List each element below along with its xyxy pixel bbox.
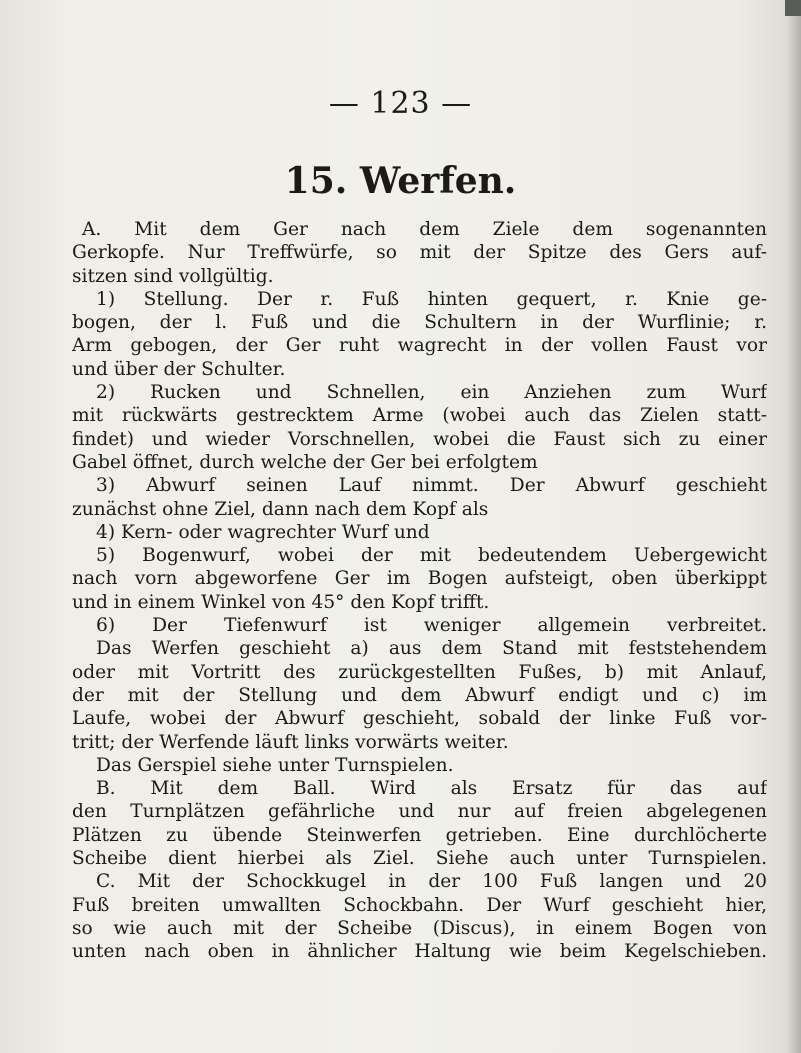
text-line: Arm gebogen, der Ger ruht wagrecht in der vollen Faust vor xyxy=(72,335,767,357)
text-line: oder mit Vortritt des zurückgestellten Fußes, b) mit Anlauf, xyxy=(72,661,767,683)
text-line: Gerkopfe. Nur Treffwürfe, so mit der Spitze des Gers auf- xyxy=(72,242,767,264)
text-line: Laufe, wobei der Abwurf geschieht, sobald der linke Fuß vor- xyxy=(72,708,767,730)
text-line: C. Mit der Schockkugel in der 100 Fuß langen und 20 xyxy=(96,871,767,893)
text-line: mit rückwärts gestrecktem Arme (wobei auch das Zielen statt- xyxy=(72,405,767,427)
text-line: 3) Abwurf seinen Lauf nimmt. Der Abwurf geschieht xyxy=(96,475,767,497)
text-line: 6) Der Tiefenwurf ist weniger allgemein verbreitet. xyxy=(96,615,767,637)
text-line: so wie auch mit der Scheibe (Discus), in einem Bogen von xyxy=(72,917,767,939)
text-line: nach vorn abgeworfene Ger im Bogen aufsteigt, oben überkippt xyxy=(72,568,767,590)
text-line: der mit der Stellung und dem Abwurf endigt und c) im xyxy=(72,684,767,706)
text-line: den Turnplätzen gefährliche und nur auf freien abgelegenen xyxy=(72,801,767,823)
text-line: 4) Kern- oder wagrechter Wurf und xyxy=(96,521,430,543)
text-line: unten nach oben in ähnlicher Haltung wie beim Kegelschieben. xyxy=(72,941,767,963)
text-line: und in einem Winkel von 45° den Kopf trifft. xyxy=(72,591,490,613)
text-line: Scheibe dient hierbei als Ziel. Siehe auch unter Turnspielen. xyxy=(72,848,767,870)
text-line: 2) Rucken und Schnellen, ein Anziehen zum Wurf xyxy=(96,382,767,404)
scan-corner-mark xyxy=(785,0,801,16)
text-line: sitzen sind vollgültig. xyxy=(72,265,274,287)
text-line: 5) Bogenwurf, wobei der mit bedeutendem Uebergewicht xyxy=(96,545,767,567)
text-line: Plätzen zu übende Steinwerfen getrieben. Eine durchlöcherte xyxy=(72,824,767,846)
text-line: Das Gerspiel siehe unter Turnspielen. xyxy=(96,754,454,776)
text-line: findet) und wieder Vorschnellen, wobei die Faust sich zu einer xyxy=(72,428,767,450)
text-line: Fuß breiten umwallten Schockbahn. Der Wurf geschieht hier, xyxy=(72,894,767,916)
page-edge-shadow xyxy=(787,0,801,1053)
text-line: Gabel öffnet, durch welche der Ger bei erfolgtem xyxy=(72,451,538,473)
section-title: 15. Werfen. xyxy=(284,160,517,202)
text-line: 1) Stellung. Der r. Fuß hinten gequert, r. Knie ge- xyxy=(96,288,767,310)
text-line: Das Werfen geschieht a) aus dem Stand mit feststehendem xyxy=(96,638,767,660)
page-number: — 123 — xyxy=(328,86,473,121)
text-line: B. Mit dem Ball. Wird als Ersatz für das auf xyxy=(96,778,767,800)
text-line: und über der Schulter. xyxy=(72,358,286,380)
text-line: A. Mit dem Ger nach dem Ziele dem sogenannten xyxy=(82,219,767,240)
body-text xyxy=(72,218,767,964)
text-line: tritt; der Werfende läuft links vorwärts weiter. xyxy=(72,731,509,753)
text-line: zunächst ohne Ziel, dann nach dem Kopf als xyxy=(72,498,489,520)
text-line: bogen, der l. Fuß und die Schultern in der Wurflinie; r. xyxy=(72,312,767,334)
